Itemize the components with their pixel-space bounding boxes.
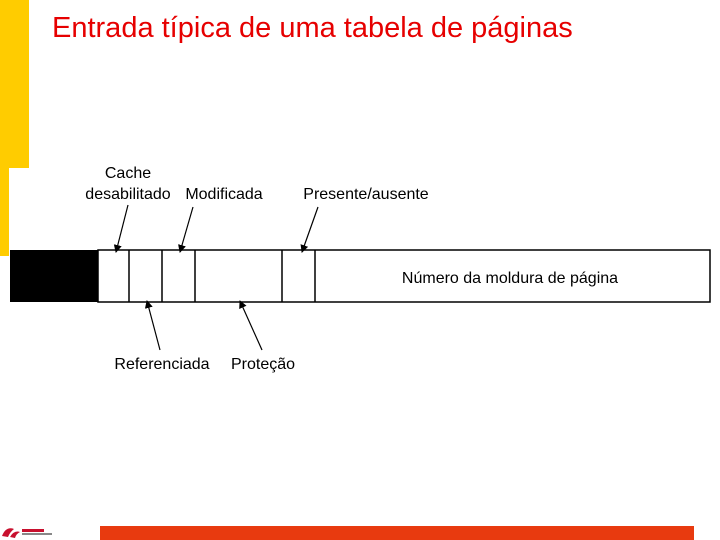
protection-arrow xyxy=(240,301,262,350)
present-absent-arrow xyxy=(302,207,318,252)
slide-title: Entrada típica de uma tabela de páginas xyxy=(52,12,573,44)
referenced-label: Referenciada xyxy=(114,356,210,373)
modified-label: Modificada xyxy=(185,186,263,203)
protection-label: Proteção xyxy=(230,356,296,373)
page-frame-number-label: Número da moldura de página xyxy=(401,270,619,287)
modified-arrow xyxy=(180,207,193,252)
footer-bar xyxy=(100,526,694,540)
cache-label-line1: Cache xyxy=(104,165,152,182)
referenced-arrow xyxy=(147,301,160,350)
present-absent-label: Presente/ausente xyxy=(303,186,429,203)
publisher-logo xyxy=(0,520,60,540)
unused-bits-field xyxy=(10,250,98,302)
cache-label-line2: desabilitado xyxy=(85,186,171,203)
cache-arrow xyxy=(116,205,128,252)
